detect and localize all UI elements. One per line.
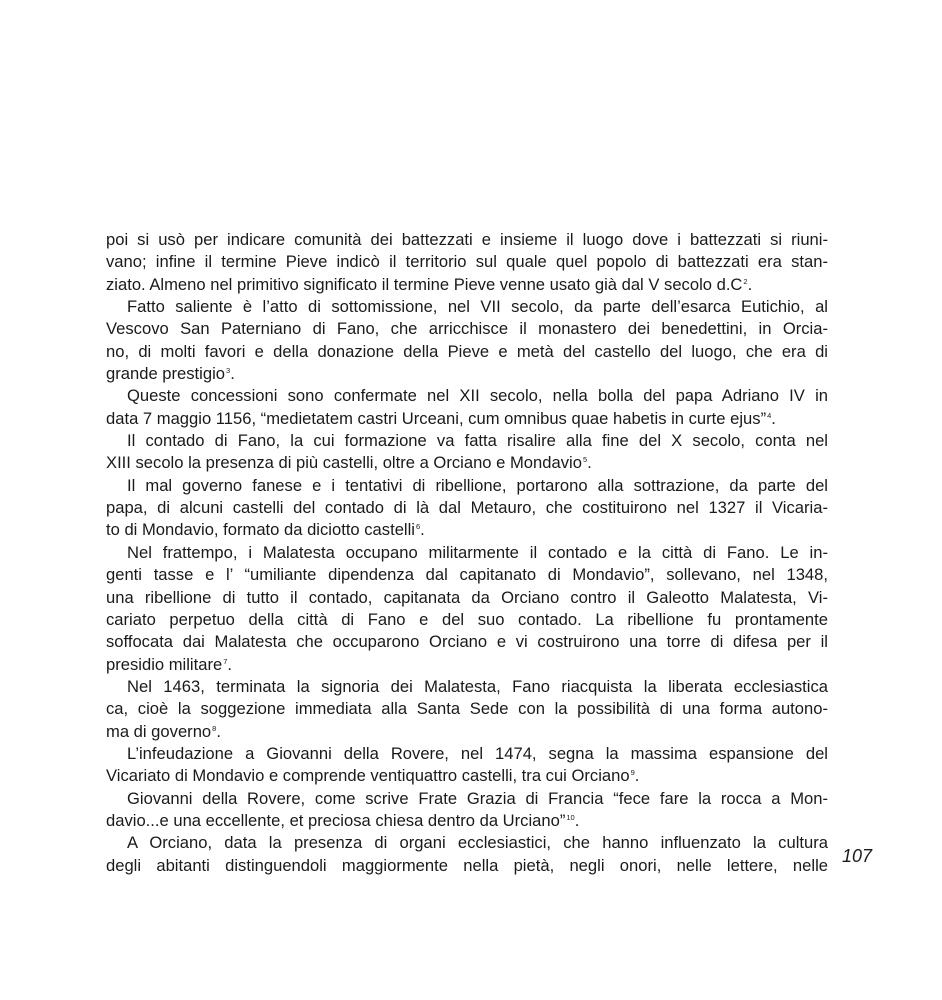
footnote-ref: 10 (566, 812, 575, 822)
text-line: Il contado di Fano, la cui formazione va fatta risalire alla fine del X secolo, conta nel (127, 431, 828, 451)
text-line: Giovanni della Rovere, come scrive Frate Grazia di Francia “fece fare la rocca a Mon- (127, 788, 828, 808)
text-line: Vicariato di Mondavio e comprende ventiquattro castelli, tra cui Orciano$^9$. (106, 766, 640, 786)
text-line: vano; infine il termine Pieve indicò il territorio sul quale quel popolo di battezzati era stan- (106, 252, 828, 272)
body-text (106, 229, 828, 877)
footnote-ref: 3 (226, 366, 231, 376)
text-line: A Orciano, data la presenza di organi ecclesiastici, che hanno influenzato la cultura (127, 833, 828, 853)
footnote-ref: 8 (212, 723, 217, 733)
text-line: cariato perpetuo della città di Fano e del suo contado. La ribellione fu prontamente (106, 609, 828, 629)
text-line: una ribellione di tutto il contado, capitanata da Orciano contro il Galeotto Malatesta, Vi- (106, 587, 828, 607)
text-line: papa, di alcuni castelli del contado di là dal Metauro, che costituirono nel 1327 il Vicaria- (106, 498, 828, 518)
text-line: ca, cioè la soggezione immediata alla Santa Sede con la possibilità di una forma autono- (106, 699, 828, 719)
text-line: grande prestigio$^3$. (106, 364, 235, 384)
footnote-ref: 6 (416, 522, 421, 532)
text-line: Queste concessioni sono confermate nel XII secolo, nella bolla del papa Adriano IV in (127, 386, 828, 406)
text-line: Nel frattempo, i Malatesta occupano militarmente il contado e la città di Fano. Le in- (127, 542, 828, 562)
footnote-ref: 7 (223, 656, 228, 666)
text-line: Nel 1463, terminata la signoria dei Malatesta, Fano riacquista la liberata ecclesiastica (127, 676, 828, 696)
footnote-ref: 9 (630, 768, 635, 778)
text-line: Il mal governo fanese e i tentativi di ribellione, portarono alla sottrazione, da parte del (127, 475, 828, 495)
text-line: Vescovo San Paterniano di Fano, che arricchisce il monastero dei benedettini, in Orcia- (106, 319, 828, 339)
text-line: soffocata dai Malatesta che occuparono Orciano e vi costruirono una torre di difesa per il (106, 632, 828, 652)
text-line: no, di molti favori e della donazione della Pieve e metà del castello del luogo, che era di (106, 341, 828, 361)
text-line: to di Mondavio, formato da diciotto castelli$^6$. (106, 520, 425, 540)
text-line: poi si usò per indicare comunità dei battezzati e insieme il luogo dove i battezzati si riuni- (106, 230, 828, 249)
text-line: ziato. Almeno nel primitivo significato il termine Pieve venne usato già dal V secolo $d.C^2$. (106, 274, 753, 294)
footnote-ref: 2 (743, 276, 748, 286)
footnote-ref: 4 (767, 410, 772, 420)
text-line: genti tasse e l’ “umiliante dipendenza dal capitanato di Mondavio”, sollevano, nel 1348, (106, 565, 828, 585)
page-number: 107 (842, 846, 873, 866)
text-line: L’infeudazione a Giovanni della Rovere, nel 1474, segna la massima espansione del (127, 743, 828, 763)
text-line: Fatto saliente è l’atto di sottomissione, nel VII secolo, da parte dell’esarca Eutichio, al (127, 297, 828, 317)
text-line: degli abitanti distinguendoli maggiormente nella pietà, negli onori, nelle lettere, nelle (106, 855, 828, 875)
footnote-ref: 5 (582, 455, 588, 465)
text-line: XIII secolo la presenza di più castelli, oltre a Orciano e Mondavio$^5$. (106, 453, 592, 473)
text-line: presidio militare$^7$. (106, 654, 232, 674)
text-line: ma di governo$^8$. (106, 721, 221, 741)
text-line: data 7 maggio 1156, “medietatem castri Urceani, cum omnibus quae habetis in curte ejus”$^4$. (106, 408, 776, 428)
text-line: davio...e una eccellente, et preciosa chiesa dentro da Urciano”$^{10}$. (106, 810, 580, 830)
